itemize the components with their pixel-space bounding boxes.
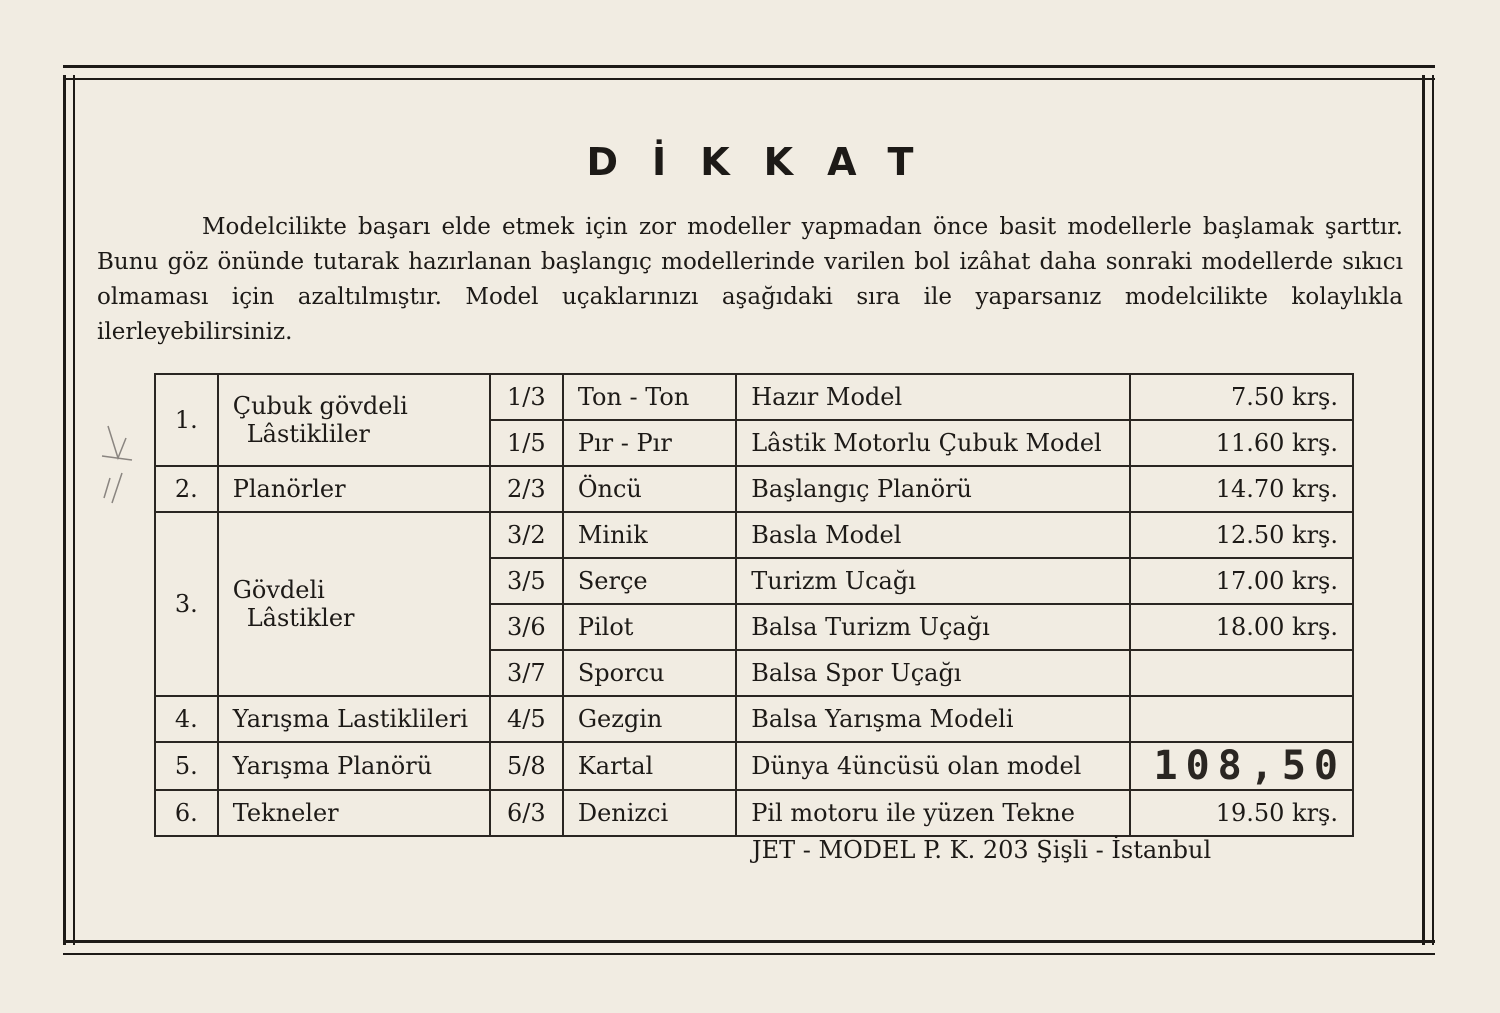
model-description: Turizm Ucağı xyxy=(736,558,1130,604)
model-code: 2/3 xyxy=(490,466,563,512)
stamped-price xyxy=(1130,742,1353,790)
page-title: DİKKAT xyxy=(586,140,948,184)
group-cell xyxy=(218,374,490,466)
model-description: Pil motoru ile yüzen Tekne xyxy=(736,790,1130,836)
model-price: 11.60 krş. xyxy=(1130,420,1353,466)
frame-bottom-border xyxy=(63,940,1435,955)
model-name: Ton - Ton xyxy=(563,374,736,420)
group-cell xyxy=(218,512,490,696)
model-price xyxy=(1130,696,1353,742)
model-description: Lâstik Motorlu Çubuk Model xyxy=(736,420,1130,466)
table-row xyxy=(155,696,1353,742)
model-description: Balsa Yarışma Modeli xyxy=(736,696,1130,742)
intro-paragraph: Modelcilikte başarı elde etmek için zor modeller yapmadan önce basit modellerle başlamak şarttır. Bunu göz önünde tutarak hazırlanan başlangıç modellerinde varilen bol izâhat daha sonraki modellerde sıkıcı olmaması için azaltılmıştır. Model uçaklarınızı aşağıdaki sıra ile yaparsanız modelcilikte kolaylıkla ilerleyebilirsiniz. xyxy=(97,214,1403,345)
group-label: Tekneler xyxy=(218,790,490,836)
model-name: Pır - Pır xyxy=(563,420,736,466)
row-number: 1. xyxy=(155,374,218,466)
group-label: Gövdeli xyxy=(232,576,325,604)
row-number: 3. xyxy=(155,512,218,696)
group-label: Çubuk gövdeli xyxy=(232,392,408,420)
frame-right-border xyxy=(1422,75,1434,945)
model-table xyxy=(154,373,1354,837)
model-name: Öncü xyxy=(563,466,736,512)
model-code: 1/3 xyxy=(490,374,563,420)
table-row xyxy=(155,374,1353,420)
model-description: Dünya 4üncüsü olan model xyxy=(736,742,1130,790)
model-name: Pilot xyxy=(563,604,736,650)
model-name: Serçe xyxy=(563,558,736,604)
model-code: 6/3 xyxy=(490,790,563,836)
model-name: Sporcu xyxy=(563,650,736,696)
row-number: 6. xyxy=(155,790,218,836)
model-description: Başlangıç Planörü xyxy=(736,466,1130,512)
table-row xyxy=(155,466,1353,512)
group-label: Planörler xyxy=(218,466,490,512)
group-label-2: Lâstikliler xyxy=(246,420,370,448)
model-description: Balsa Spor Uçağı xyxy=(736,650,1130,696)
model-price: 19.50 krş. xyxy=(1130,790,1353,836)
row-number: 2. xyxy=(155,466,218,512)
table-row xyxy=(155,790,1353,836)
model-name: Denizci xyxy=(563,790,736,836)
group-label-2: Lâstikler xyxy=(246,604,355,632)
model-code: 4/5 xyxy=(490,696,563,742)
model-name: Gezgin xyxy=(563,696,736,742)
table-row xyxy=(155,512,1353,558)
frame-left-border xyxy=(63,75,75,945)
pencil-mark-icon xyxy=(88,418,138,508)
model-price xyxy=(1130,650,1353,696)
model-description: Hazır Model xyxy=(736,374,1130,420)
model-price: 14.70 krş. xyxy=(1130,466,1353,512)
model-code: 3/6 xyxy=(490,604,563,650)
row-number: 4. xyxy=(155,696,218,742)
model-description: Balsa Turizm Uçağı xyxy=(736,604,1130,650)
model-code: 5/8 xyxy=(490,742,563,790)
model-description: Basla Model xyxy=(736,512,1130,558)
model-price: 12.50 krş. xyxy=(1130,512,1353,558)
frame-top-border xyxy=(63,65,1435,80)
model-code: 1/5 xyxy=(490,420,563,466)
publisher-address: JET - MODEL P. K. 203 Şişli - İstanbul xyxy=(752,836,1212,864)
model-code: 3/7 xyxy=(490,650,563,696)
model-price: 17.00 krş. xyxy=(1130,558,1353,604)
table-row xyxy=(155,742,1353,790)
group-label: Yarışma Planörü xyxy=(218,742,490,790)
model-price: 18.00 krş. xyxy=(1130,604,1353,650)
model-code: 3/5 xyxy=(490,558,563,604)
price-stamp: 108,50 xyxy=(1153,743,1346,789)
model-name: Kartal xyxy=(563,742,736,790)
model-price: 7.50 krş. xyxy=(1130,374,1353,420)
group-label: Yarışma Lastiklileri xyxy=(218,696,490,742)
model-code: 3/2 xyxy=(490,512,563,558)
model-name: Minik xyxy=(563,512,736,558)
row-number: 5. xyxy=(155,742,218,790)
